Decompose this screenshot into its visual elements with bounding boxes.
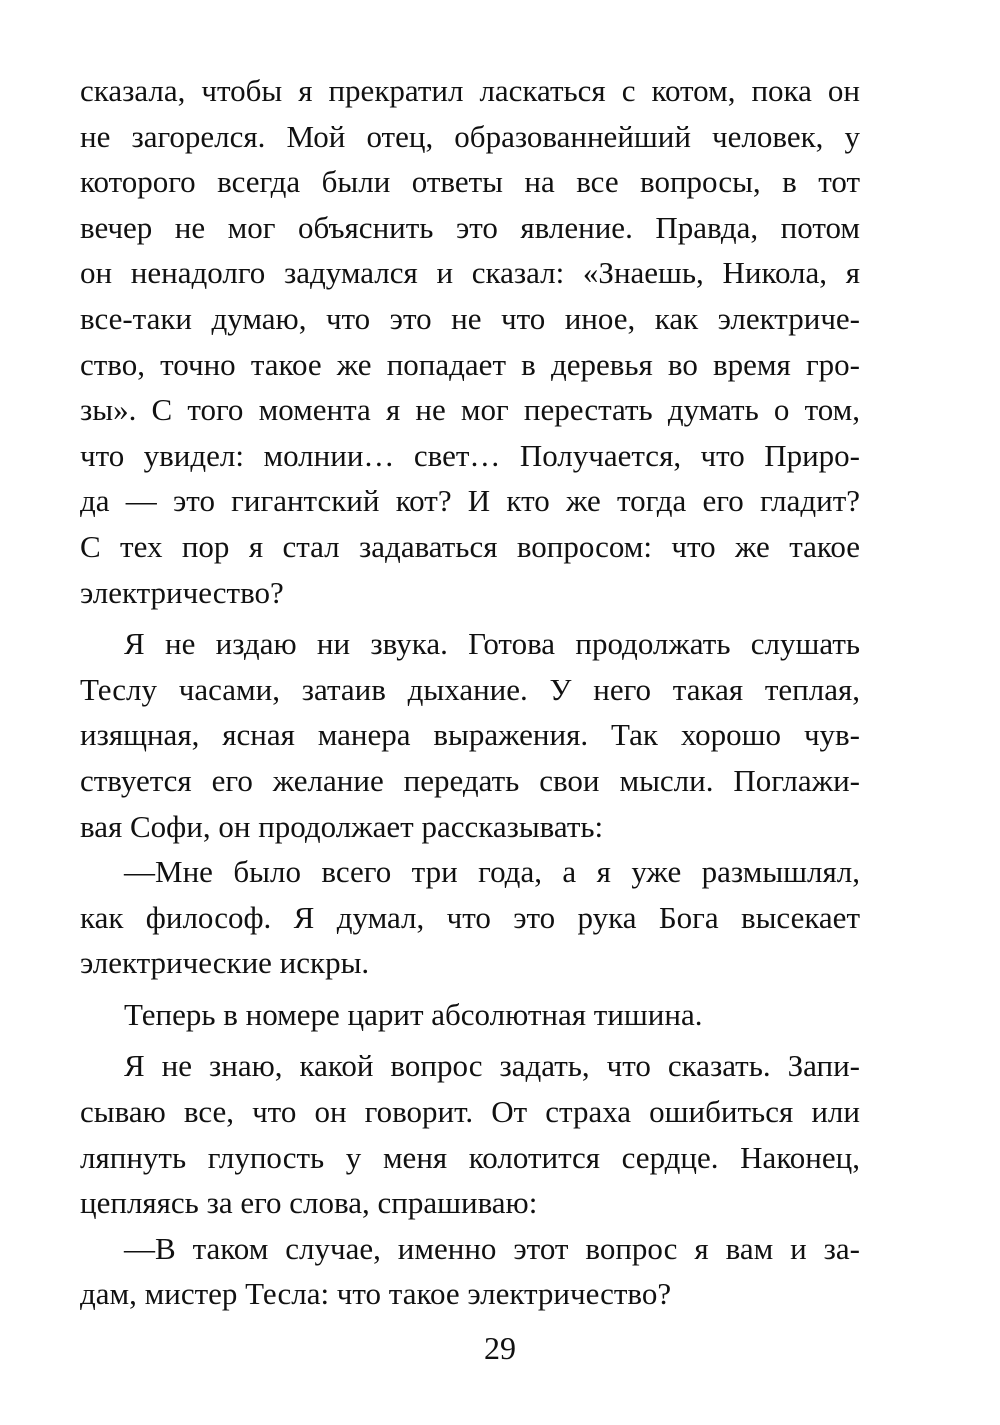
text-line: ствуется его желание передать свои мысли. Поглажи- bbox=[80, 762, 860, 798]
paragraph bbox=[80, 1043, 860, 1225]
text-line: сываю все, что он говорит. От страха ошибиться или bbox=[80, 1094, 860, 1130]
text-line: сказала, чтобы я прекратил ласкаться с котом, пока он bbox=[80, 73, 860, 108]
text-line: дам, мистер Тесла: что такое электричество? bbox=[80, 1276, 672, 1312]
text-line: которого всегда были ответы на все вопросы, в тот bbox=[80, 164, 860, 200]
text-line: Я не знаю, какой вопрос задать, что сказать. Запи- bbox=[124, 1048, 860, 1084]
text-line: электричество? bbox=[80, 574, 284, 610]
text-line: да — это гигантский кот? И кто же тогда его гладит? bbox=[80, 483, 860, 519]
text-line: С тех пор я стал задаваться вопросом: что же такое bbox=[80, 528, 860, 564]
text-line: —Мне было всего три года, а я уже размышлял, bbox=[124, 854, 860, 890]
dialogue-paragraph bbox=[80, 1226, 860, 1317]
dialogue-paragraph bbox=[80, 849, 860, 986]
text-line: ляпнуть глупость у меня колотится сердце. Наконец, bbox=[80, 1139, 860, 1175]
paragraph bbox=[80, 992, 860, 1038]
body-text bbox=[80, 68, 860, 1317]
text-line: изящная, ясная манера выражения. Так хорошо чув- bbox=[80, 717, 860, 753]
page-number: 29 bbox=[484, 1330, 516, 1366]
text-line: Теперь в номере царит абсолютная тишина. bbox=[124, 996, 703, 1032]
text-line: как философ. Я думал, что это рука Бога высекает bbox=[80, 899, 860, 935]
text-line: он ненадолго задумался и сказал: «Знаешь, Никола, я bbox=[80, 255, 860, 291]
text-line: все-таки думаю, что это не что иное, как электриче- bbox=[80, 300, 860, 336]
paragraph-continuation bbox=[80, 68, 860, 615]
text-line: цепляясь за его слова, спрашиваю: bbox=[80, 1185, 538, 1221]
paragraph bbox=[80, 621, 860, 849]
text-line: вая Софи, он продолжает рассказывать: bbox=[80, 808, 604, 844]
text-line: не загорелся. Мой отец, образованнейший человек, у bbox=[80, 118, 860, 154]
text-line: электрические искры. bbox=[80, 945, 370, 981]
text-line: зы». С того момента я не мог перестать думать о том, bbox=[80, 392, 860, 428]
text-line: Теслу часами, затаив дыхание. У него такая теплая, bbox=[80, 671, 860, 707]
text-line: —В таком случае, именно этот вопрос я вам и за- bbox=[124, 1230, 860, 1266]
text-line: вечер не мог объяснить это явление. Правда, потом bbox=[80, 209, 860, 245]
text-line: что увидел: молнии… свет… Получается, что Приро- bbox=[80, 437, 860, 473]
text-line: ство, точно такое же попадает в деревья во время гро- bbox=[80, 346, 860, 382]
text-line: Я не издаю ни звука. Готова продолжать слушать bbox=[124, 626, 860, 662]
